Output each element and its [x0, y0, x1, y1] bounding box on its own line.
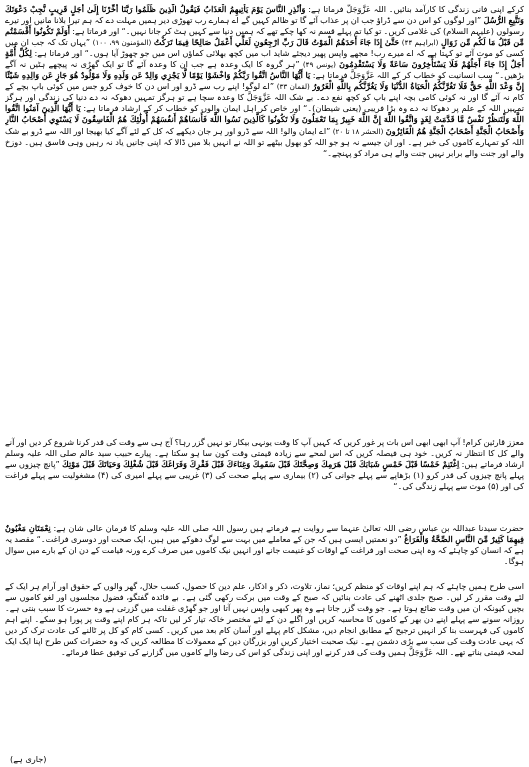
verse-reference: (لقمان ۳۳) [276, 82, 310, 92]
urdu-translation: ”پانچ چیزوں سے پہلے پانچ چیزوں کی قدر کرو (۱) بڑھاپے سے پہلے جوانی کی (۲) بیماری سے پہلے صحت کی (۳) غریبی سے پہلے امیری کی (۴) مشغولیت سے پہلے فراغت کی اور (۵) موت سے پہلے زندگی کی۔“ [5, 459, 524, 492]
urdu-translation: ”دو نعمتیں ایسی ہیں کہ جن کے معاملے میں بہت سے لوگ دھوکے میں ہیں، ایک صحت اور دوسری فراغت۔“ مقصد یہ ہے کہ انسان کو چاہئے کہ وہ اپنی صحت اور فراغت کے اوقات کو غنیمت جانے اور انہیں نیک کاموں میں صرف کرے ورنہ قیامت کے دن ان کے بارے میں سوال ہوگا۔ [5, 534, 524, 567]
urdu-text: اسی طرح ہمیں چاہئے کہ ہم اپنے اوقات کو منظم کریں؛ نماز، تلاوت، ذکر و اذکار، علم دین کا حصول، کسب حلال، گھر والوں کے حقوق اور آرام ہر ایک کے لئے وقت مقرر کر لیں۔ صبح جلدی اٹھنے کی عادت بنائیں کہ صبح کے وقت میں برکت رکھی گئی ہے۔ بے فائدہ گفتگو، فضول مجلسوں اور لغو کاموں سے بچیں کیونکہ ان میں وقت ضائع ہوتا ہے۔ جو وقت گزر جاتا ہے وہ پھر کبھی واپس نہیں آتا اور جو گھڑی غفلت میں گزرتی ہے وہ حسرت کا سبب بنتی ہے۔ روزانہ سونے سے پہلے اپنے دن بھر کے کاموں کا محاسبہ کریں اور اگلے دن کے لئے مختصر خاکہ تیار کر لیں تاکہ ہر کام اپنے وقت پر پورا ہو سکے۔ اپنے اہم کاموں کی فہرست بنا کر انہیں ترجیح کے مطابق انجام دیں، مشکل کام پہلے اور آسان کام بعد میں کریں۔ کسی کام کو کل پر ٹالنے کی عادت ترک کر دیں کہ یہی عادت وقت کی سب سے بڑی دشمن ہے۔ نیک صحبت اختیار کریں اور بزرگان دین کے معمولات کا مطالعہ کریں کہ وہ حضرات کس طرح اپنا ایک ایک لمحہ قیمتی بناتے تھے۔ اللہ عَزَّوَجَلَّ ہمیں وقت کی قدر کرنے اور اپنی زندگی کو اس کی رضا والے کاموں میں گزارنے کی توفیق عطا فرمائے۔ [5, 581, 524, 658]
verse-reference: (یونس ۴۹) [302, 60, 336, 70]
urdu-translation: ”یہاں تک کہ جب ان میں کسی کو موت آئے تو کہتا ہے کہ اے میرے رب! مجھے واپس پھیر دیجئے شاید اب میں کچھ بھلائی کماؤں اس میں جو چھوڑ آیا ہوں۔“ اور فرماتا ہے: [5, 37, 524, 59]
urdu-text: حضرت سیدنا عبداللہ بن عباس رضی اللہ تعالیٰ عنہما سے روایت ہے فرماتے ہیں رسول اللہ صلی اللہ علیہ وسلم کا فرمان عالی شان ہے: [53, 523, 524, 533]
hadith-text: اِغْتَنِمْ خَمْسًا قَبْلَ خَمْسٍ شَبَابَكَ قَبْلَ هَرَمِكَ وَصِحَّتَكَ قَبْلَ سَقَمِكَ وَغِنَاءَكَ قَبْلَ فَقْرِكَ وَفَرَاغَكَ قَبْلَ شُغْلِكَ وَحَيَاتَكَ قَبْلَ مَوْتِكَ [62, 459, 460, 470]
urdu-translation: ”اور لوگوں کو اس دن سے ڈراؤ جب ان پر عذاب آئے گا تو ظالم کہیں گے اے ہمارے رب تھوڑی دیر ہمیں مہلت دے کہ ہم تیرا بلانا مانیں اور تیرے رسولوں (علیہم السلام) کی غلامی کریں۔ تو کیا تم پہلے قسم نہ کھا چکے تھے کہ ہمیں دنیا سے کہیں ہٹ کر جانا نہیں۔“ اور فرماتا ہے: [5, 15, 524, 37]
quran-verse: يَا أَيُّهَا الَّذِينَ آمَنُوا اتَّقُوا اللَّهَ وَلْتَنظُرْ نَفْسٌ مَّا قَدَّمَتْ لِغَدٍ وَاتَّقُوا اللَّهَ إِنَّ اللَّهَ خَبِيرٌ بِمَا تَعْمَلُونَ وَلَا تَكُونُوا كَالَّذِينَ نَسُوا اللَّهَ فَأَنسَاهُمْ أَنفُسَهُمْ أُولَٰئِكَ هُمُ الْفَاسِقُونَ لَا يَسْتَوِي أَصْحَابُ النَّارِ وَأَصْحَابُ الْجَنَّةِ أَصْحَابُ الْجَنَّةِ هُمُ الْفَائِزُونَ [5, 103, 524, 136]
quran-verse: أَوَلَمْ تَكُونُوا أَقْسَمْتُم مِّن قَبْلُ مَا لَكُم مِّن زَوَالٍ [5, 26, 524, 48]
article-paragraph-2 [5, 437, 524, 521]
verse-reference: (المؤمنون ۹۹، ۱۰۰) [92, 38, 152, 48]
quran-verse: حَتَّىٰ إِذَا جَاءَ أَحَدَهُمُ الْمَوْتُ قَالَ رَبِّ ارْجِعُونِ لَعَلِّي أَعْمَلُ صَالِحًا فِيمَا تَرَكْتُ [153, 37, 400, 48]
hadith-text: نِعْمَتَانِ مَغْبُونٌ فِيهِمَا كَثِيرٌ مِّنَ النَّاسِ الصِّحَّةُ وَالْفَرَاغُ [5, 523, 524, 545]
quran-verse: يَا أَيُّهَا النَّاسُ اتَّقُوا رَبَّكُمْ وَاخْشَوْا يَوْمًا لَّا يَجْزِي وَالِدٌ عَن وَلَدِهِ وَلَا مَوْلُودٌ هُوَ جَازٍ عَن وَالِدِهِ شَيْئًا إِنَّ وَعْدَ اللَّهِ حَقٌّ فَلَا تَغُرَّنَّكُمُ الْحَيَاةُ الدُّنْيَا وَلَا يَغُرَّنَّكُم بِاللَّهِ الْغَرُورُ [5, 70, 524, 92]
urdu-translation: ”اے ایمان والو! اللہ سے ڈرو اور ہر جان دیکھے کہ کل کے لئے آگے کیا بھیجا اور اللہ سے ڈرو بے شک اللہ کو تمہارے کاموں کی خبر ہے۔ اور ان جیسے نہ ہو جو اللہ کو بھول بیٹھے تو اللہ نے انہیں بلا میں ڈالا کہ اپنی جانیں یاد نہ رہیں وہی فاسق ہیں۔ دوزخ والے اور جنت والے برابر نہیں جنت والے ہی مراد کو پہنچے۔“ [5, 125, 524, 158]
article-paragraph-3 [5, 523, 524, 579]
urdu-text: معزز قارئین کرام! آپ ابھی ابھی اس بات پر غور کریں کہ کہیں آپ کا وقت یونہی بیکار تو نہیں گزر رہا؟ آج ہی سے وقت کی قدر کرنا شروع کر دیں اور آنے والے کل کا انتظار نہ کریں۔ خود ہی فیصلہ کریں کہ اس لمحے سے زیادہ قیمتی وقت کون سا ہو سکتا ہے۔ پیارے حبیب سید عالم صلی اللہ علیہ وسلم ارشاد فرماتے ہیں: [5, 437, 524, 470]
article-paragraph-1 [5, 4, 524, 434]
quran-verse: لِكُلِّ أُمَّةٍ أَجَلٌ إِذَا جَاءَ أَجَلُهُمْ فَلَا يَسْتَأْخِرُونَ سَاعَةً وَلَا يَسْتَقْدِمُونَ [5, 48, 524, 70]
urdu-translation: ”ہر گروہ کا ایک وعدہ ہے جب ان کا وعدہ آئے گا تو ایک گھڑی نہ پیچھے ہٹیں نہ آگے بڑھیں۔“ سب انسانیت کو خطاب کر کے اللہ عَزَّوَجَلَّ فرماتا ہے: [5, 59, 524, 81]
continued-marker: (جاری ہے) [10, 754, 47, 764]
urdu-translation: ”اے لوگو! اپنے رب سے ڈرو اور اس دن کا خوف کرو جس میں کوئی باپ بچے کے کام نہ آئے گا اور نہ کوئی کامی بچہ اپنے باپ کو کچھ نفع دے۔ بے شک اللہ عَزَّوَجَلَّ کا وعدہ سچا ہے تو ہرگز تمہیں دھوکہ نہ دے دنیا کی زندگی اور ہرگز تمہیں اللہ کے علم پر دھوکا نہ دے وہ بڑا فریبی (یعنی شیطان)۔“ اور خاص کر اہل ایمان والوں کو خطاب کر کے ارشاد فرماتا ہے: [5, 81, 524, 114]
verse-reference: (الحشر ۱۸ تا ۲۰) [332, 126, 384, 136]
quran-verse: وَأَنْذِرِ النَّاسَ يَوْمَ يَأْتِيهِمُ الْعَذَابُ فَيَقُولُ الَّذِينَ ظَلَمُوا رَبَّنَا أَخِّرْنَا إِلَىٰ أَجَلٍ قَرِيبٍ نُّجِبْ دَعْوَتَكَ وَنَتَّبِعِ الرُّسُلَ [5, 4, 524, 26]
article-paragraph-4 [5, 581, 524, 765]
verse-reference: (ابراہیم ۴۴) [401, 38, 439, 48]
urdu-text: کرکے اپنی فانی زندگی کا کارآمد بنائیں۔ اللہ عَزَّوَجَلَّ فرماتا ہے: [308, 4, 524, 14]
